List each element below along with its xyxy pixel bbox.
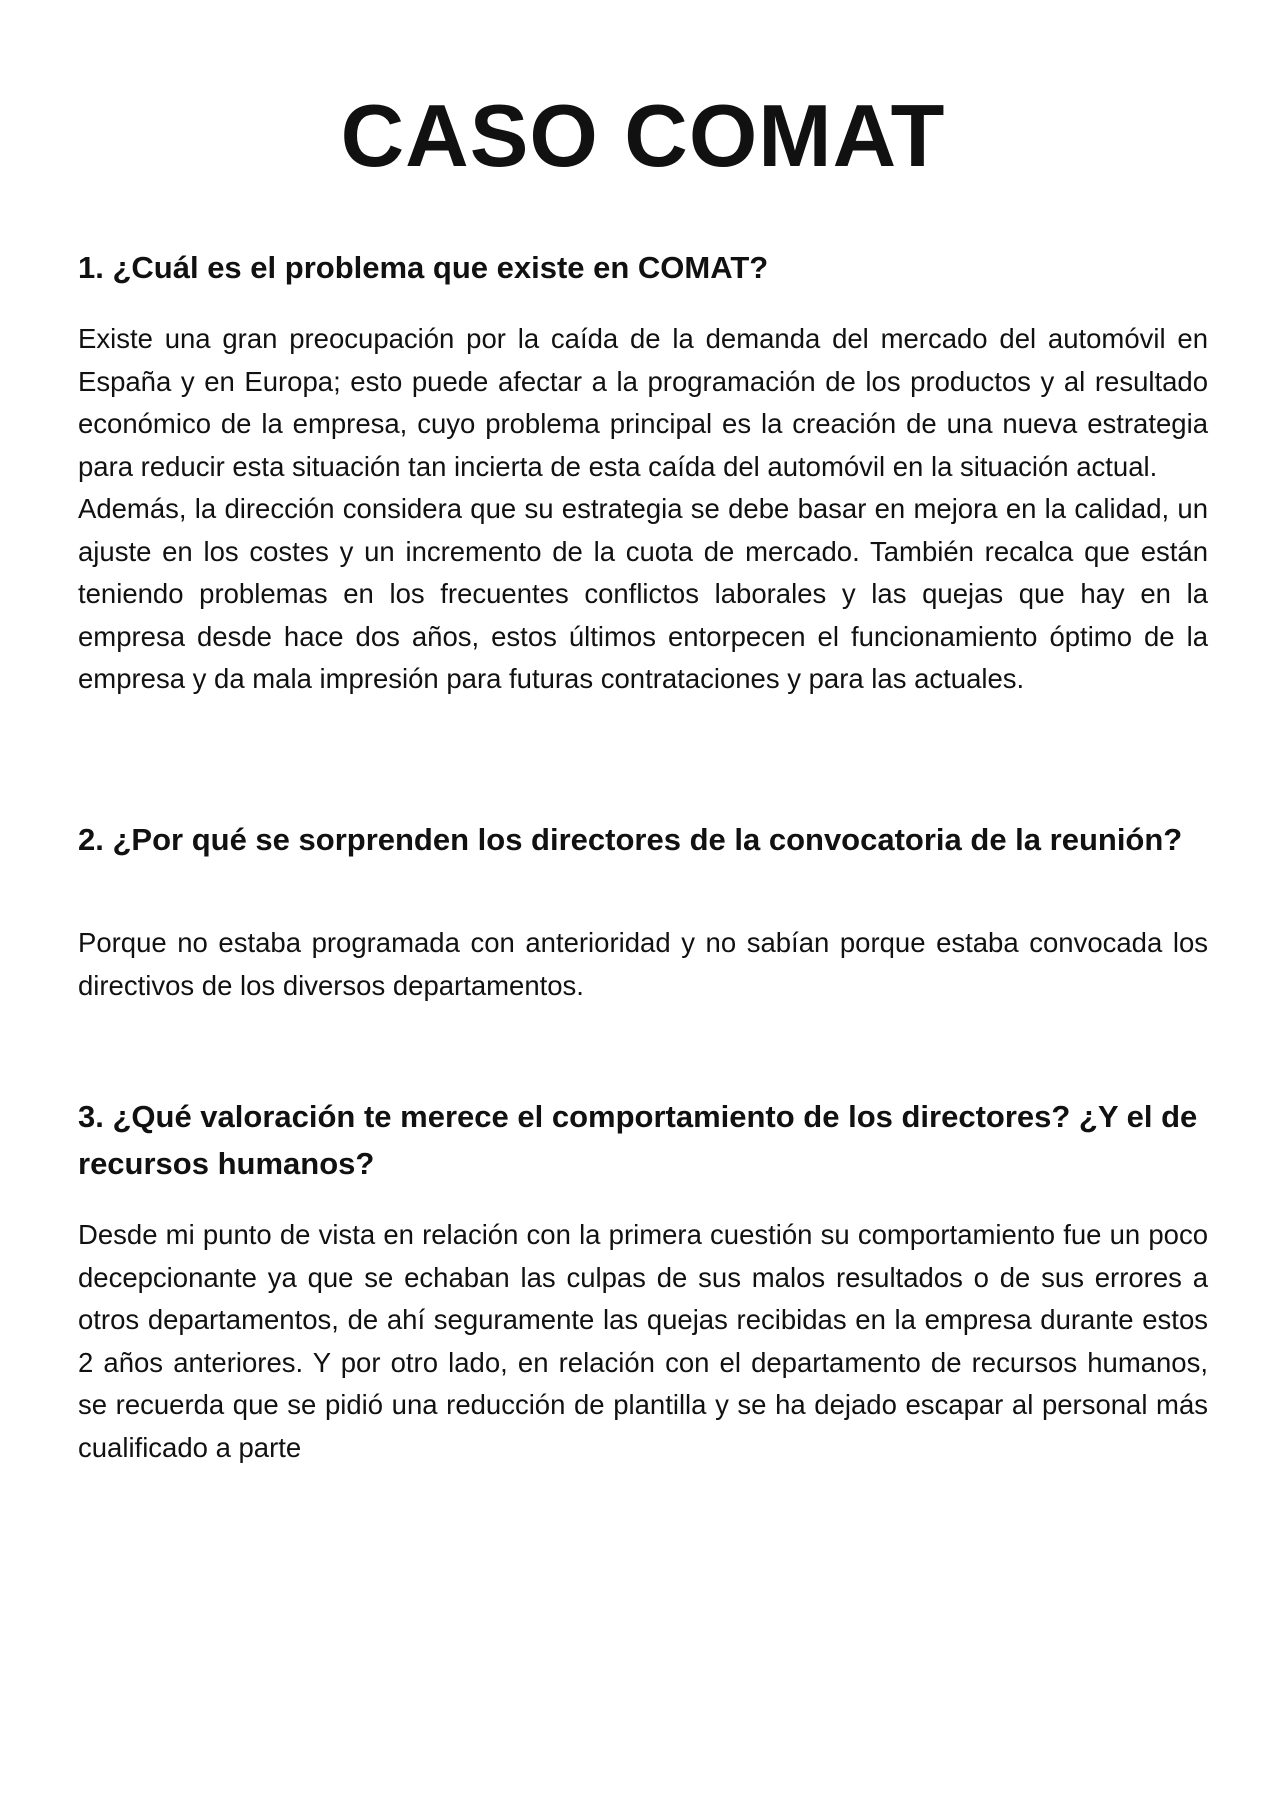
answer-3-paragraph-1: Desde mi punto de vista en relación con la primera cuestión su comportamiento fue un poco decepcionante ya que se echaban las culpas de sus malos resultados o de sus errores a otros departamentos, de ahí seguramente las quejas recibidas en la empresa durante estos 2 años anteriores. Y por otro lado, en relación con el departamento de recursos humanos, se recuerda que se pidió una reducción de plantilla y se ha dejado escapar al personal más cualificado a parte bbox=[78, 1219, 1208, 1463]
question-3-heading: 3. ¿Qué valoración te merece el comportamiento de los directores? ¿Y el de recursos humanos? bbox=[78, 1099, 1198, 1181]
question-2-heading: 2. ¿Por qué se sorprenden los directores de la convocatoria de la reunión? bbox=[78, 822, 1183, 857]
answer-1-paragraph-2: Además, la dirección considera que su estrategia se debe basar en mejora en la calidad, un ajuste en los costes y un incremento de la cuota de mercado. También recalca que están teniendo problemas en los frecuentes conflictos laborales y las quejas que hay en la empresa desde hace dos años, estos últimos entorpecen el funcionamiento óptimo de la empresa y da mala impresión para futuras contrataciones y para las actuales. bbox=[78, 493, 1208, 694]
answer-2 bbox=[78, 922, 1208, 1007]
answer-2-paragraph-1: Porque no estaba programada con anterioridad y no sabían porque estaba convocada los directivos de los diversos departamentos. bbox=[78, 927, 1208, 1001]
document-title: CASO COMAT bbox=[340, 86, 946, 185]
answer-3 bbox=[78, 1214, 1208, 1469]
answer-1 bbox=[78, 318, 1208, 701]
question-1-heading: 1. ¿Cuál es el problema que existe en COMAT? bbox=[78, 250, 769, 285]
answer-1-paragraph-1: Existe una gran preocupación por la caída de la demanda del mercado del automóvil en España y en Europa; esto puede afectar a la programación de los productos y al resultado económico de la empresa, cuyo problema principal es la creación de una nueva estrategia para reducir esta situación tan incierta de esta caída del automóvil en la situación actual. bbox=[78, 323, 1208, 482]
